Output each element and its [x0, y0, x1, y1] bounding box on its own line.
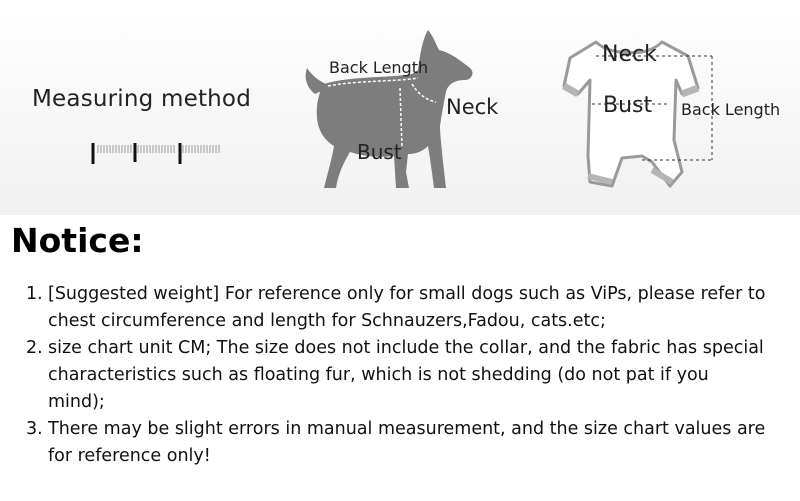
- notice-item-number: 1.: [26, 284, 43, 304]
- dog-neck-label: Neck: [446, 95, 499, 119]
- notice-item: [26, 416, 766, 470]
- notice-item: [26, 281, 766, 335]
- measuring-method-label: Measuring method: [32, 86, 252, 112]
- notice-item-text: [Suggested weight] For reference only for small dogs such as ViPs, please refer to chest circumference and length for Schnauzers,Fadou, cats.etc;: [48, 284, 766, 331]
- notice-item-number: 3.: [26, 419, 43, 439]
- notice-item-number: 2.: [26, 338, 43, 358]
- notice-title: Notice:: [11, 221, 144, 260]
- notice-item: [26, 335, 766, 416]
- notice-item-text: There may be slight errors in manual measurement, and the size chart values are for reference only!: [48, 419, 766, 466]
- garment-bust-label: Bust: [603, 93, 653, 118]
- dog-bust-label: Bust: [357, 140, 402, 164]
- garment-neck-label: Neck: [602, 42, 657, 67]
- garment-back-length-label: Back Length: [681, 100, 781, 119]
- notice-list: [26, 281, 766, 470]
- notice-item-text: size chart unit CM; The size does not include the collar, and the fabric has special characteristics such as floating fur, which is not shedding (do not pat if you mind);: [48, 338, 764, 412]
- ruler-icon: [90, 140, 225, 166]
- dog-back-length-label: Back Length: [329, 58, 429, 77]
